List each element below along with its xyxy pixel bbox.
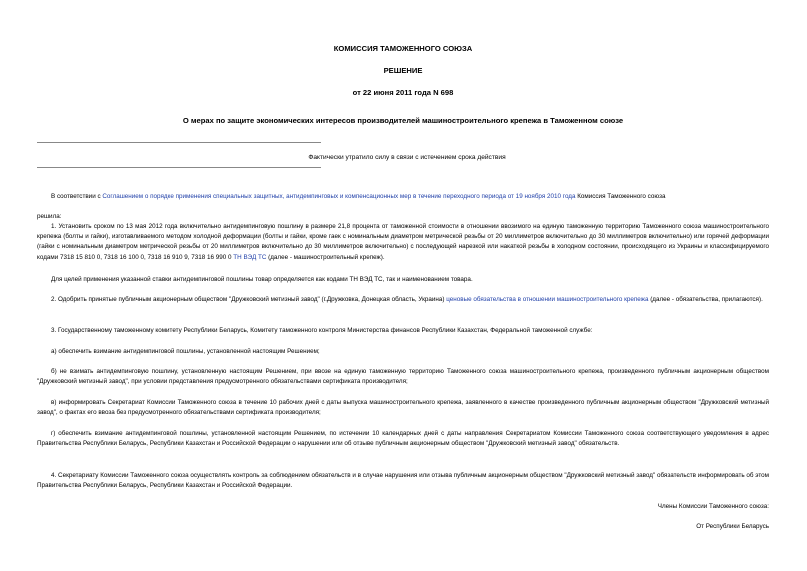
divider-top — [37, 142, 321, 143]
paragraph-1b: Для целей применения указанной ставки антидемпинговой пошлины товар определяется как кодами ТН ВЭД ТС, так и наименованием товара. — [51, 276, 473, 283]
paragraph-3: 3. Государственному таможенному комитету Республики Беларусь, Комитету таможенного контроля Министерства финансов Республики Казахстан, Федеральной таможенной службе: — [51, 327, 593, 334]
document-title: О мерах по защите экономических интересов производителей машиностроительного крепежа в Таможенном союзе — [182, 116, 624, 125]
date-line: от 22 июня 2011 года N 698 — [352, 88, 454, 97]
paragraph-2 — [37, 295, 769, 305]
preamble-after: Комиссия Таможенного союза — [575, 193, 666, 200]
paragraph-3d: г) обеспечить взимание антидемпинговой пошлины, установленной настоящим Решением, по истечении 10 календарных дней с даты направления Секретариатом Комиссии Таможенного союза соответствующего уведомления в адрес Правительства Республики Беларусь, Республики Казахстан и Российской Федерации о нарушении или об отзыве публичным акционерным обществом "Дружковский метизный завод" обязательств. — [37, 430, 769, 448]
preamble-before: В соответствии с — [51, 193, 103, 200]
paragraph-3c: в) информировать Секретариат Комиссии Таможенного союза в течение 10 рабочих дней с даты выпуска машиностроительного крепежа, заявленного в качестве произведенного публичным акционерным обществом "Дружковский метизный завод", о фактах его ввоза без предусмотренного обязательствами сертификата производителя; — [37, 399, 769, 417]
price-obligations-link[interactable]: ценовые обязательства в отношении машиностроительного крепежа — [446, 296, 649, 303]
signature-members: Члены Комиссии Таможенного союза: — [657, 503, 769, 510]
signature-belarus: От Республики Беларусь — [696, 523, 769, 530]
paragraph-1-text: 1. Установить сроком по 13 мая 2012 года включительно антидемпинговую пошлину в размере 21,8 процента от таможенной стоимости в отношении ввозимого на единую таможенную территорию Таможенного союза машиностроительного крепежа (болты и гайки), изготавливаемого методом холодной деформации (болты и гайки, кроме гаек с номинальным диаметром метрической резьбы от 20 миллиметров включительно до 30 миллиметров включительно) или горячей деформации (гайки с номинальным диаметром метрической резьбы от 20 миллиметров включительно до 30 миллиметров включительно) с последующей нарезкой или накаткой резьбы в холодном состоянии, происходящего из Украины и классифицируемого кодами 7318 15 810 0, 7318 16 100 0, 7318 16 910 9, 7318 16 990 0 — [37, 223, 769, 261]
paragraph-1 — [37, 222, 769, 263]
paragraph-3a: а) обеспечить взимание антидемпинговой пошлины, установленной настоящим Решением; — [51, 348, 320, 355]
paragraph-1-after: (далее - машиностроительный крепеж). — [266, 253, 385, 261]
preamble — [37, 192, 769, 202]
status-note: Фактически утратило силу в связи с истечением срока действия — [308, 154, 506, 161]
org-heading: КОМИССИЯ ТАМОЖЕННОГО СОЮЗА — [333, 44, 473, 53]
divider-bottom — [37, 167, 321, 168]
agreement-link[interactable]: Соглашением о порядке применения специальных защитных, антидемпинговых и компенсационных мер в течение переходного периода от 19 ноября 2010 года — [102, 193, 576, 200]
doc-type-heading: РЕШЕНИЕ — [383, 66, 423, 75]
decided-label: решила: — [37, 213, 62, 220]
tn-ved-link[interactable]: ТН ВЭД ТС — [233, 253, 267, 261]
paragraph-2-after: (далее - обязательства, прилагаются). — [648, 296, 763, 303]
paragraph-3b: б) не взимать антидемпинговую пошлину, установленную настоящим Решением, при ввозе на единую таможенную территорию Таможенного союза машиностроительного крепежа, произведенного публичным акционерным обществом "Дружковский метизный завод", при условии представления предусмотренного обязательствами сертификата производителя; — [37, 368, 769, 386]
paragraph-4: 4. Секретариату Комиссии Таможенного союза осуществлять контроль за соблюдением обязательств и в случае нарушения или отзыва публичным акционерным обществом "Дружковский метизный завод" обязательств информировать об этом Правительства Республики Беларусь, Республики Казахстан и Российской Федерации. — [37, 472, 769, 490]
paragraph-2-text: 2. Одобрить принятые публичным акционерным обществом "Дружковский метизный завод" (г.Дружковка, Донецкая область, Украина) — [51, 296, 447, 303]
